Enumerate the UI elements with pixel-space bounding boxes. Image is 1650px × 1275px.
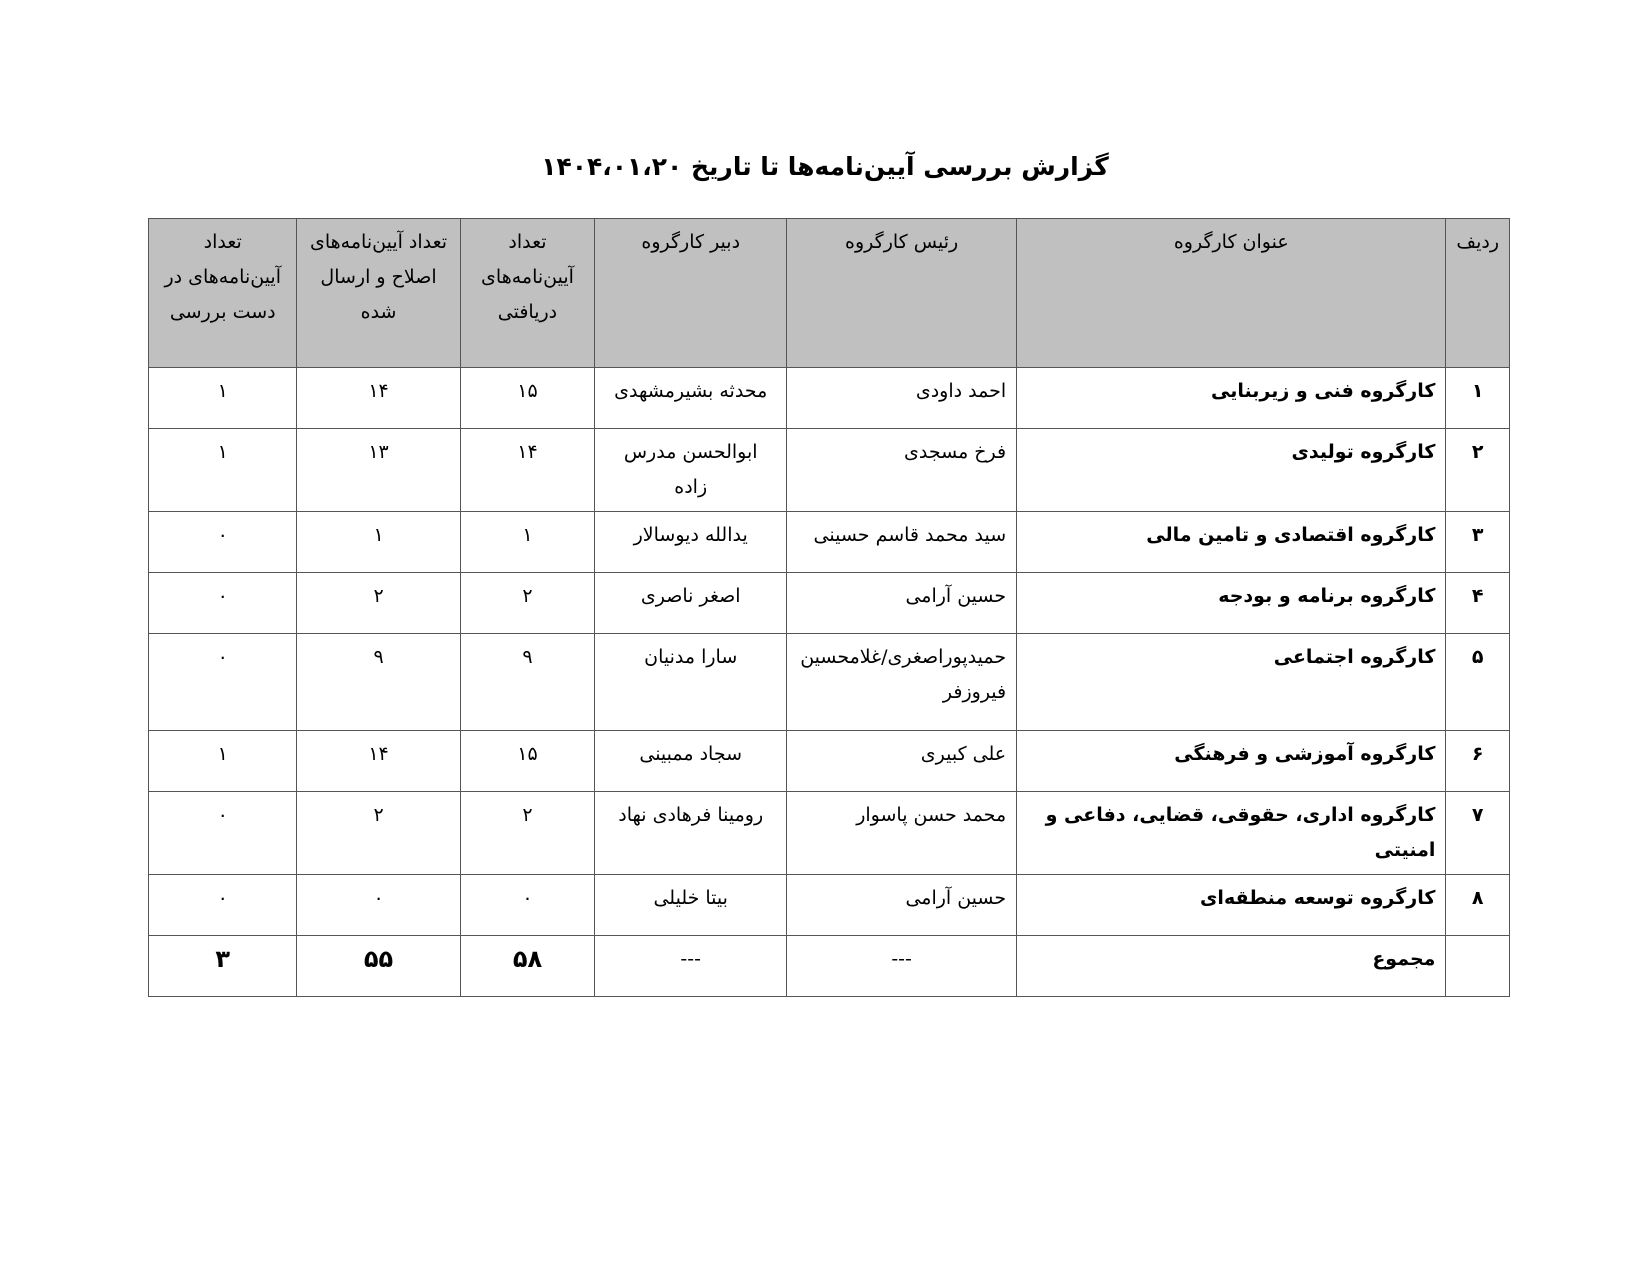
received-count: ۱۵ <box>460 731 595 792</box>
workgroup-title: کارگروه آموزشی و فرهنگی <box>1017 731 1446 792</box>
table-row <box>149 429 1510 512</box>
under-review-count: ۱ <box>149 368 297 429</box>
under-review-count: ۰ <box>149 875 297 936</box>
workgroup-title: کارگروه اداری، حقوقی، قضایی، دفاعی و امنیتی <box>1017 792 1446 875</box>
under-review-count: ۱ <box>149 429 297 512</box>
under-review-count: ۰ <box>149 512 297 573</box>
table-row <box>149 634 1510 731</box>
workgroup-title: کارگروه توسعه منطقه‌ای <box>1017 875 1446 936</box>
workgroup-secretary: محدثه بشیرمشهدی <box>595 368 787 429</box>
revised-sent-count: ۲ <box>297 792 460 875</box>
table-row <box>149 792 1510 875</box>
row-number: ۶ <box>1446 731 1510 792</box>
table-row <box>149 875 1510 936</box>
received-count: ۰ <box>460 875 595 936</box>
received-count: ۱ <box>460 512 595 573</box>
total-revised-sent: ۵۵ <box>297 936 460 997</box>
revised-sent-count: ۲ <box>297 573 460 634</box>
workgroup-chair: علی کبیری <box>787 731 1017 792</box>
header-received: تعداد آیین‌نامه‌های دریافتی <box>460 219 595 368</box>
under-review-count: ۰ <box>149 573 297 634</box>
received-count: ۱۴ <box>460 429 595 512</box>
workgroup-title: کارگروه اجتماعی <box>1017 634 1446 731</box>
row-number: ۷ <box>1446 792 1510 875</box>
revised-sent-count: ۱۴ <box>297 731 460 792</box>
workgroup-title: کارگروه اقتصادی و تامین مالی <box>1017 512 1446 573</box>
received-count: ۲ <box>460 573 595 634</box>
header-chair: رئیس کارگروه <box>787 219 1017 368</box>
total-label: مجموع <box>1017 936 1446 997</box>
workgroup-secretary: سارا مدنیان <box>595 634 787 731</box>
total-row-number <box>1446 936 1510 997</box>
revised-sent-count: ۰ <box>297 875 460 936</box>
total-row <box>149 936 1510 997</box>
workgroup-title: کارگروه فنی و زیربنایی <box>1017 368 1446 429</box>
under-review-count: ۱ <box>149 731 297 792</box>
workgroup-secretary: سجاد ممبینی <box>595 731 787 792</box>
workgroup-chair: حسین آرامی <box>787 875 1017 936</box>
total-secretary: --- <box>595 936 787 997</box>
header-secretary: دبیر کارگروه <box>595 219 787 368</box>
received-count: ۹ <box>460 634 595 731</box>
report-table <box>148 218 1510 997</box>
table-header-row <box>149 219 1510 368</box>
under-review-count: ۰ <box>149 634 297 731</box>
page-title: گزارش بررسی آیین‌نامه‌ها تا تاریخ ۱۴۰۴،۰۱،۲۰ <box>541 152 1109 181</box>
workgroup-secretary: ابوالحسن مدرس زاده <box>595 429 787 512</box>
workgroup-chair: حمیدپوراصغری/غلامحسین فیروزفر <box>787 634 1017 731</box>
workgroup-secretary: بیتا خلیلی <box>595 875 787 936</box>
workgroup-title: کارگروه برنامه و بودجه <box>1017 573 1446 634</box>
table-row <box>149 731 1510 792</box>
row-number: ۱ <box>1446 368 1510 429</box>
total-chair: --- <box>787 936 1017 997</box>
header-row-no: ردیف <box>1446 219 1510 368</box>
header-under-review: تعداد آیین‌نامه‌های در دست بررسی <box>149 219 297 368</box>
workgroup-chair: سید محمد قاسم حسینی <box>787 512 1017 573</box>
received-count: ۱۵ <box>460 368 595 429</box>
row-number: ۳ <box>1446 512 1510 573</box>
table-row <box>149 512 1510 573</box>
workgroup-secretary: اصغر ناصری <box>595 573 787 634</box>
revised-sent-count: ۱۳ <box>297 429 460 512</box>
table-row <box>149 573 1510 634</box>
workgroup-chair: حسین آرامی <box>787 573 1017 634</box>
workgroup-secretary: رومینا فرهادی نهاد <box>595 792 787 875</box>
workgroup-title: کارگروه تولیدی <box>1017 429 1446 512</box>
received-count: ۲ <box>460 792 595 875</box>
workgroup-chair: فرخ مسجدی <box>787 429 1017 512</box>
under-review-count: ۰ <box>149 792 297 875</box>
revised-sent-count: ۹ <box>297 634 460 731</box>
workgroup-chair: احمد داودی <box>787 368 1017 429</box>
row-number: ۸ <box>1446 875 1510 936</box>
header-wg-title: عنوان کارگروه <box>1017 219 1446 368</box>
revised-sent-count: ۱ <box>297 512 460 573</box>
workgroup-chair: محمد حسن پاسوار <box>787 792 1017 875</box>
total-received: ۵۸ <box>460 936 595 997</box>
row-number: ۴ <box>1446 573 1510 634</box>
header-revised-sent: تعداد آیین‌نامه‌های اصلاح و ارسال شده <box>297 219 460 368</box>
row-number: ۵ <box>1446 634 1510 731</box>
table-row <box>149 368 1510 429</box>
total-under-review: ۳ <box>149 936 297 997</box>
row-number: ۲ <box>1446 429 1510 512</box>
revised-sent-count: ۱۴ <box>297 368 460 429</box>
workgroup-secretary: یدالله دیوسالار <box>595 512 787 573</box>
